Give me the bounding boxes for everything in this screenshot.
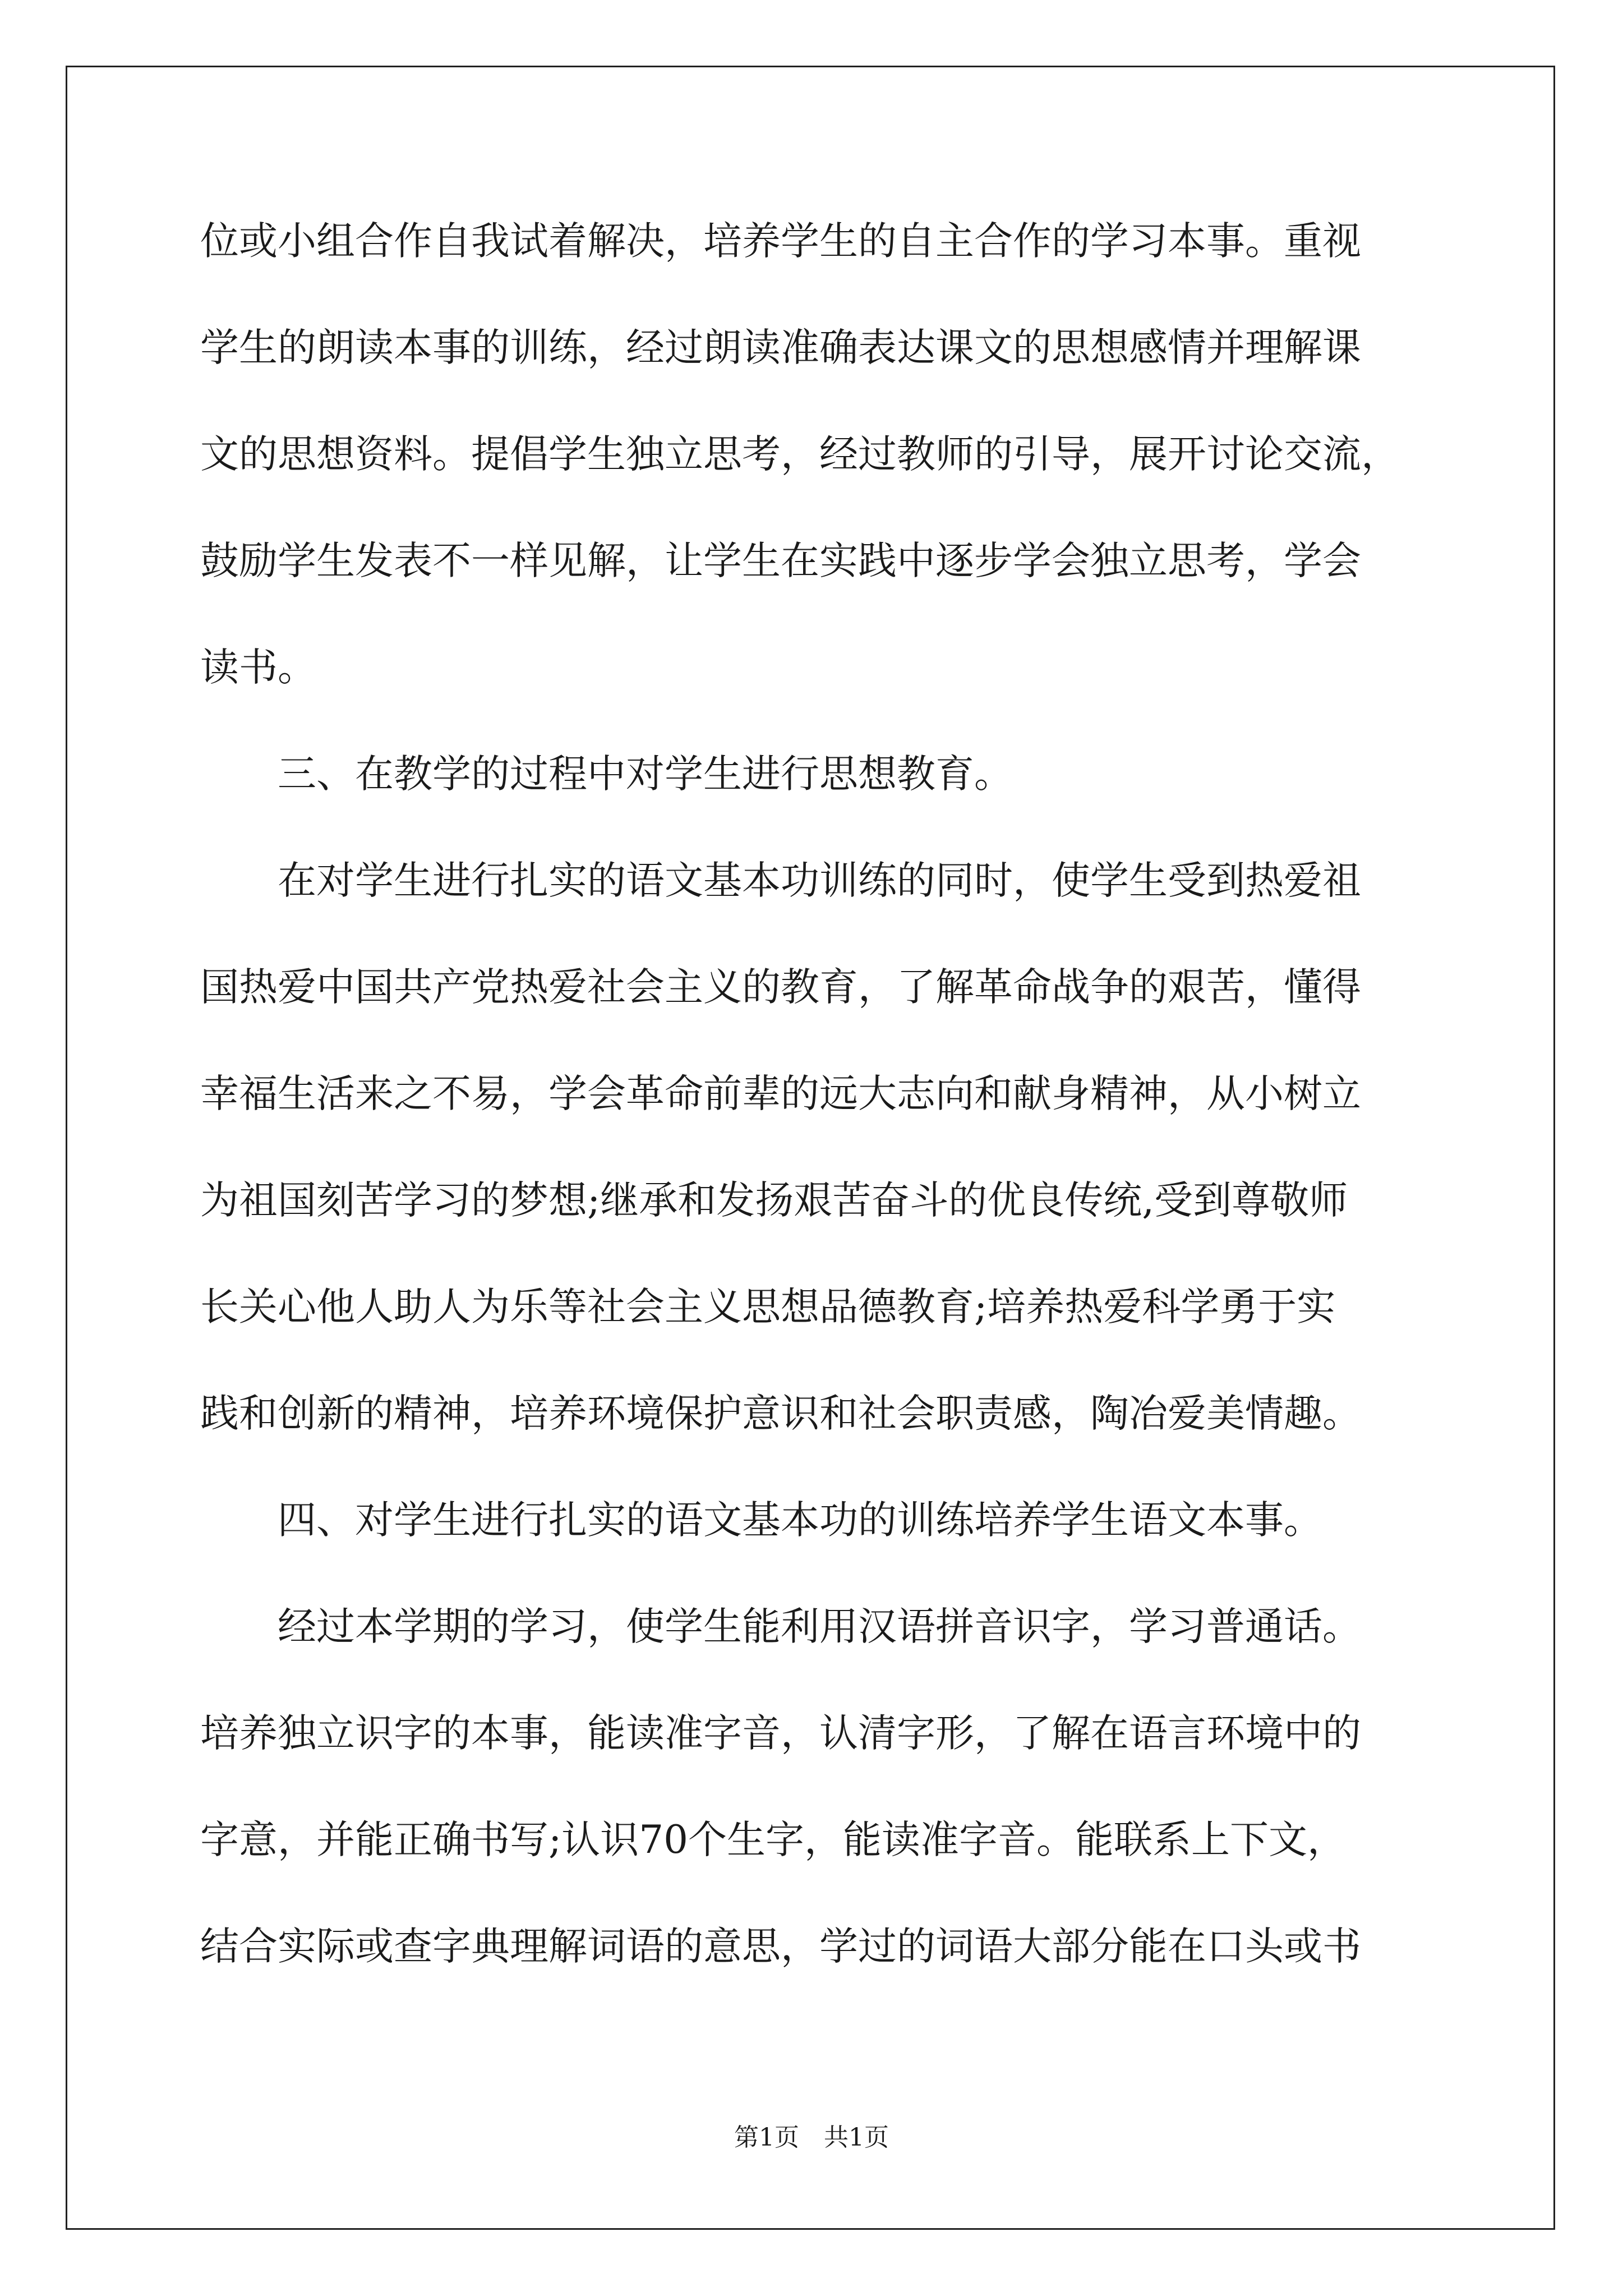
section-heading: 三、在教学的过程中对学生进行思想教育。 bbox=[278, 752, 1013, 797]
page-border bbox=[66, 66, 1555, 2230]
text-line: 文的思想资料。提倡学生独立思考，经过教师的引导，展开讨论交流， bbox=[200, 432, 1400, 477]
text-line: 在对学生进行扎实的语文基本功训练的同时，使学生受到热爱祖 bbox=[278, 858, 1361, 903]
text-line: 践和创新的精神，培养环境保护意识和社会职责感，陶冶爱美情趣。 bbox=[200, 1391, 1361, 1436]
text-line: 为祖国刻苦学习的梦想;继承和发扬艰苦奋斗的优良传统,受到尊敬师 bbox=[200, 1178, 1348, 1223]
section-heading: 四、对学生进行扎实的语文基本功的训练培养学生语文本事。 bbox=[278, 1498, 1322, 1543]
text-line: 字意，并能正确书写;认识70个生字，能读准字音。能联系上下文， bbox=[200, 1818, 1347, 1862]
text-line: 学生的朗读本事的训练，经过朗读准确表达课文的思想感情并理解课 bbox=[200, 325, 1361, 370]
text-line: 结合实际或查字典理解词语的意思，学过的词语大部分能在口头或书 bbox=[200, 1924, 1361, 1969]
text-line: 鼓励学生发表不一样见解，让学生在实践中逐步学会独立思考，学会 bbox=[200, 539, 1361, 583]
text-line: 读书。 bbox=[200, 645, 316, 690]
page-number: 第1页 共1页 bbox=[734, 2123, 889, 2152]
text-line: 经过本学期的学习，使学生能利用汉语拼音识字，学习普通话。 bbox=[278, 1604, 1361, 1649]
text-line: 位或小组合作自我试着解决，培养学生的自主合作的学习本事。重视 bbox=[200, 219, 1361, 264]
text-line: 国热爱中国共产党热爱社会主义的教育，了解革命战争的艰苦，懂得 bbox=[200, 965, 1361, 1010]
text-line: 培养独立识字的本事，能读准字音，认清字形，了解在语言环境中的 bbox=[200, 1711, 1361, 1756]
text-line: 长关心他人助人为乐等社会主义思想品德教育;培养热爱科学勇于实 bbox=[200, 1285, 1336, 1329]
text-line: 幸福生活来之不易，学会革命前辈的远大志向和献身精神，从小树立 bbox=[200, 1071, 1361, 1116]
